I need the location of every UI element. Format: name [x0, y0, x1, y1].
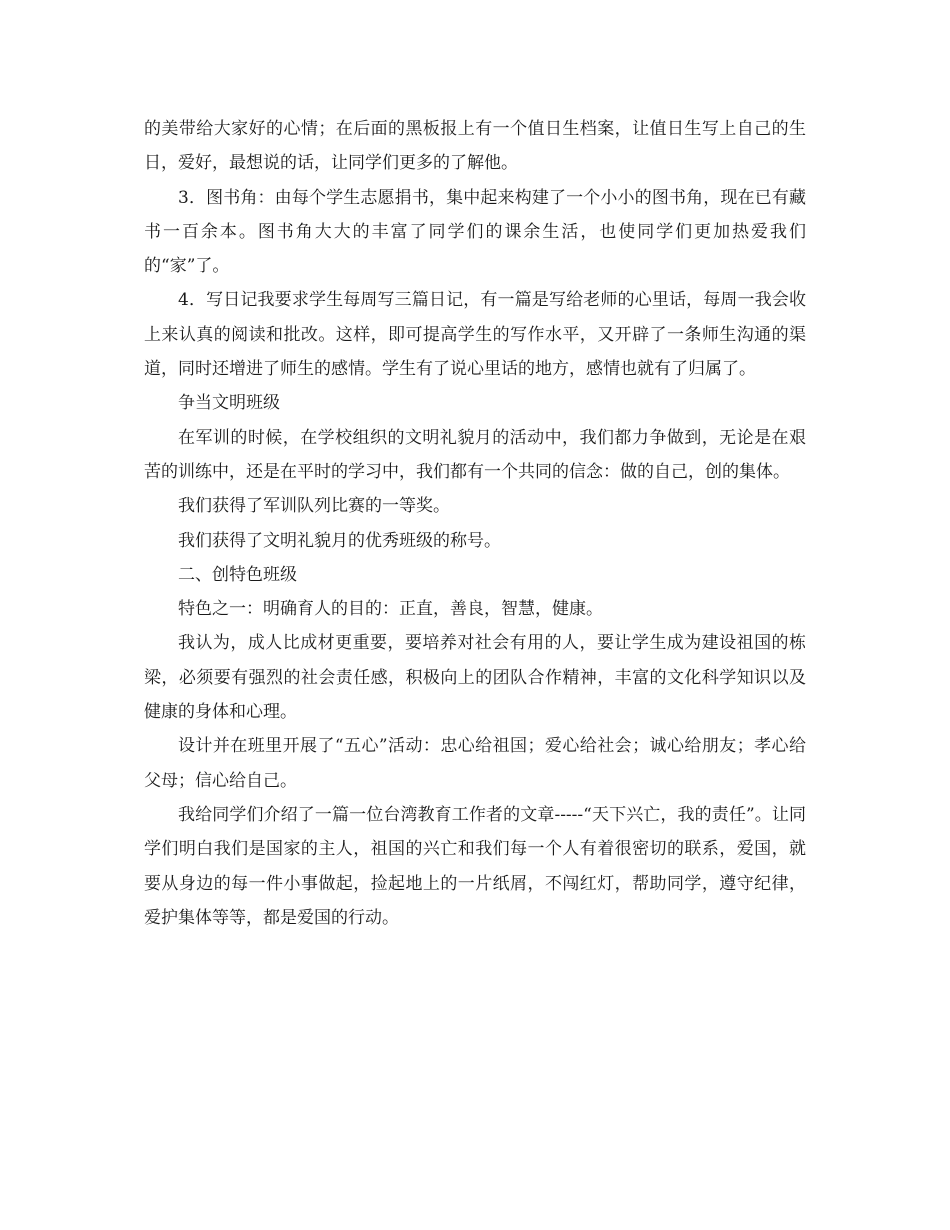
- paragraph: 我们获得了文明礼貌月的优秀班级的称号。: [178, 530, 501, 551]
- paragraph: 3．图书角：由每个学生志愿捐书，集中起来构建了一个小小的图书角，现在已有藏书一百余本。图书角大大的丰富了同学们的课余生活，也使同学们更加热爱我们的“家”了。: [144, 187, 806, 277]
- paragraph: 我们获得了军训队列比赛的一等奖。: [178, 496, 450, 517]
- paragraph: 在军训的时候，在学校组织的文明礼貌月的活动中，我们都力争做到，无论是在艰苦的训练中，还是在平时的学习中，我们都有一个共同的信念：做的自己，创的集体。: [144, 427, 806, 482]
- paragraph: 我认为，成人比成材更重要，要培养对社会有用的人，要让学生成为建设祖国的栋梁，必须要有强烈的社会责任感，积极向上的团队合作精神，丰富的文化科学知识以及健康的身体和心理。: [144, 633, 806, 723]
- paragraph: 特色之一：明确育人的目的：正直，善良，智慧，健康。: [178, 599, 603, 620]
- document-page: [144, 112, 806, 935]
- section-heading: 二、创特色班级: [178, 564, 297, 585]
- section-heading: 争当文明班级: [178, 393, 280, 414]
- paragraph: 我给同学们介绍了一篇一位台湾教育工作者的文章-----“天下兴亡，我的责任”。让同学们明白我们是国家的主人，祖国的兴亡和我们每一个人有着很密切的联系，爱国，就要从身边的每一件小事做起，捡起地上的一片纸屑，不闯红灯，帮助同学，遵守纪律，爱护集体等等，都是爱国的行动。: [144, 804, 806, 928]
- paragraph: 设计并在班里开展了“五心”活动：忠心给祖国；爱心给社会；诚心给朋友；孝心给父母；信心给自己。: [144, 736, 806, 791]
- paragraph: 4．写日记我要求学生每周写三篇日记，有一篇是写给老师的心里话，每周一我会收上来认真的阅读和批改。这样，即可提高学生的写作水平，又开辟了一条师生沟通的渠道，同时还增进了师生的感情。学生有了说心里话的地方，感情也就有了归属了。: [144, 290, 806, 380]
- paragraph: 的美带给大家好的心情；在后面的黑板报上有一个值日生档案，让值日生写上自己的生日，爱好，最想说的话，让同学们更多的了解他。: [144, 119, 806, 174]
